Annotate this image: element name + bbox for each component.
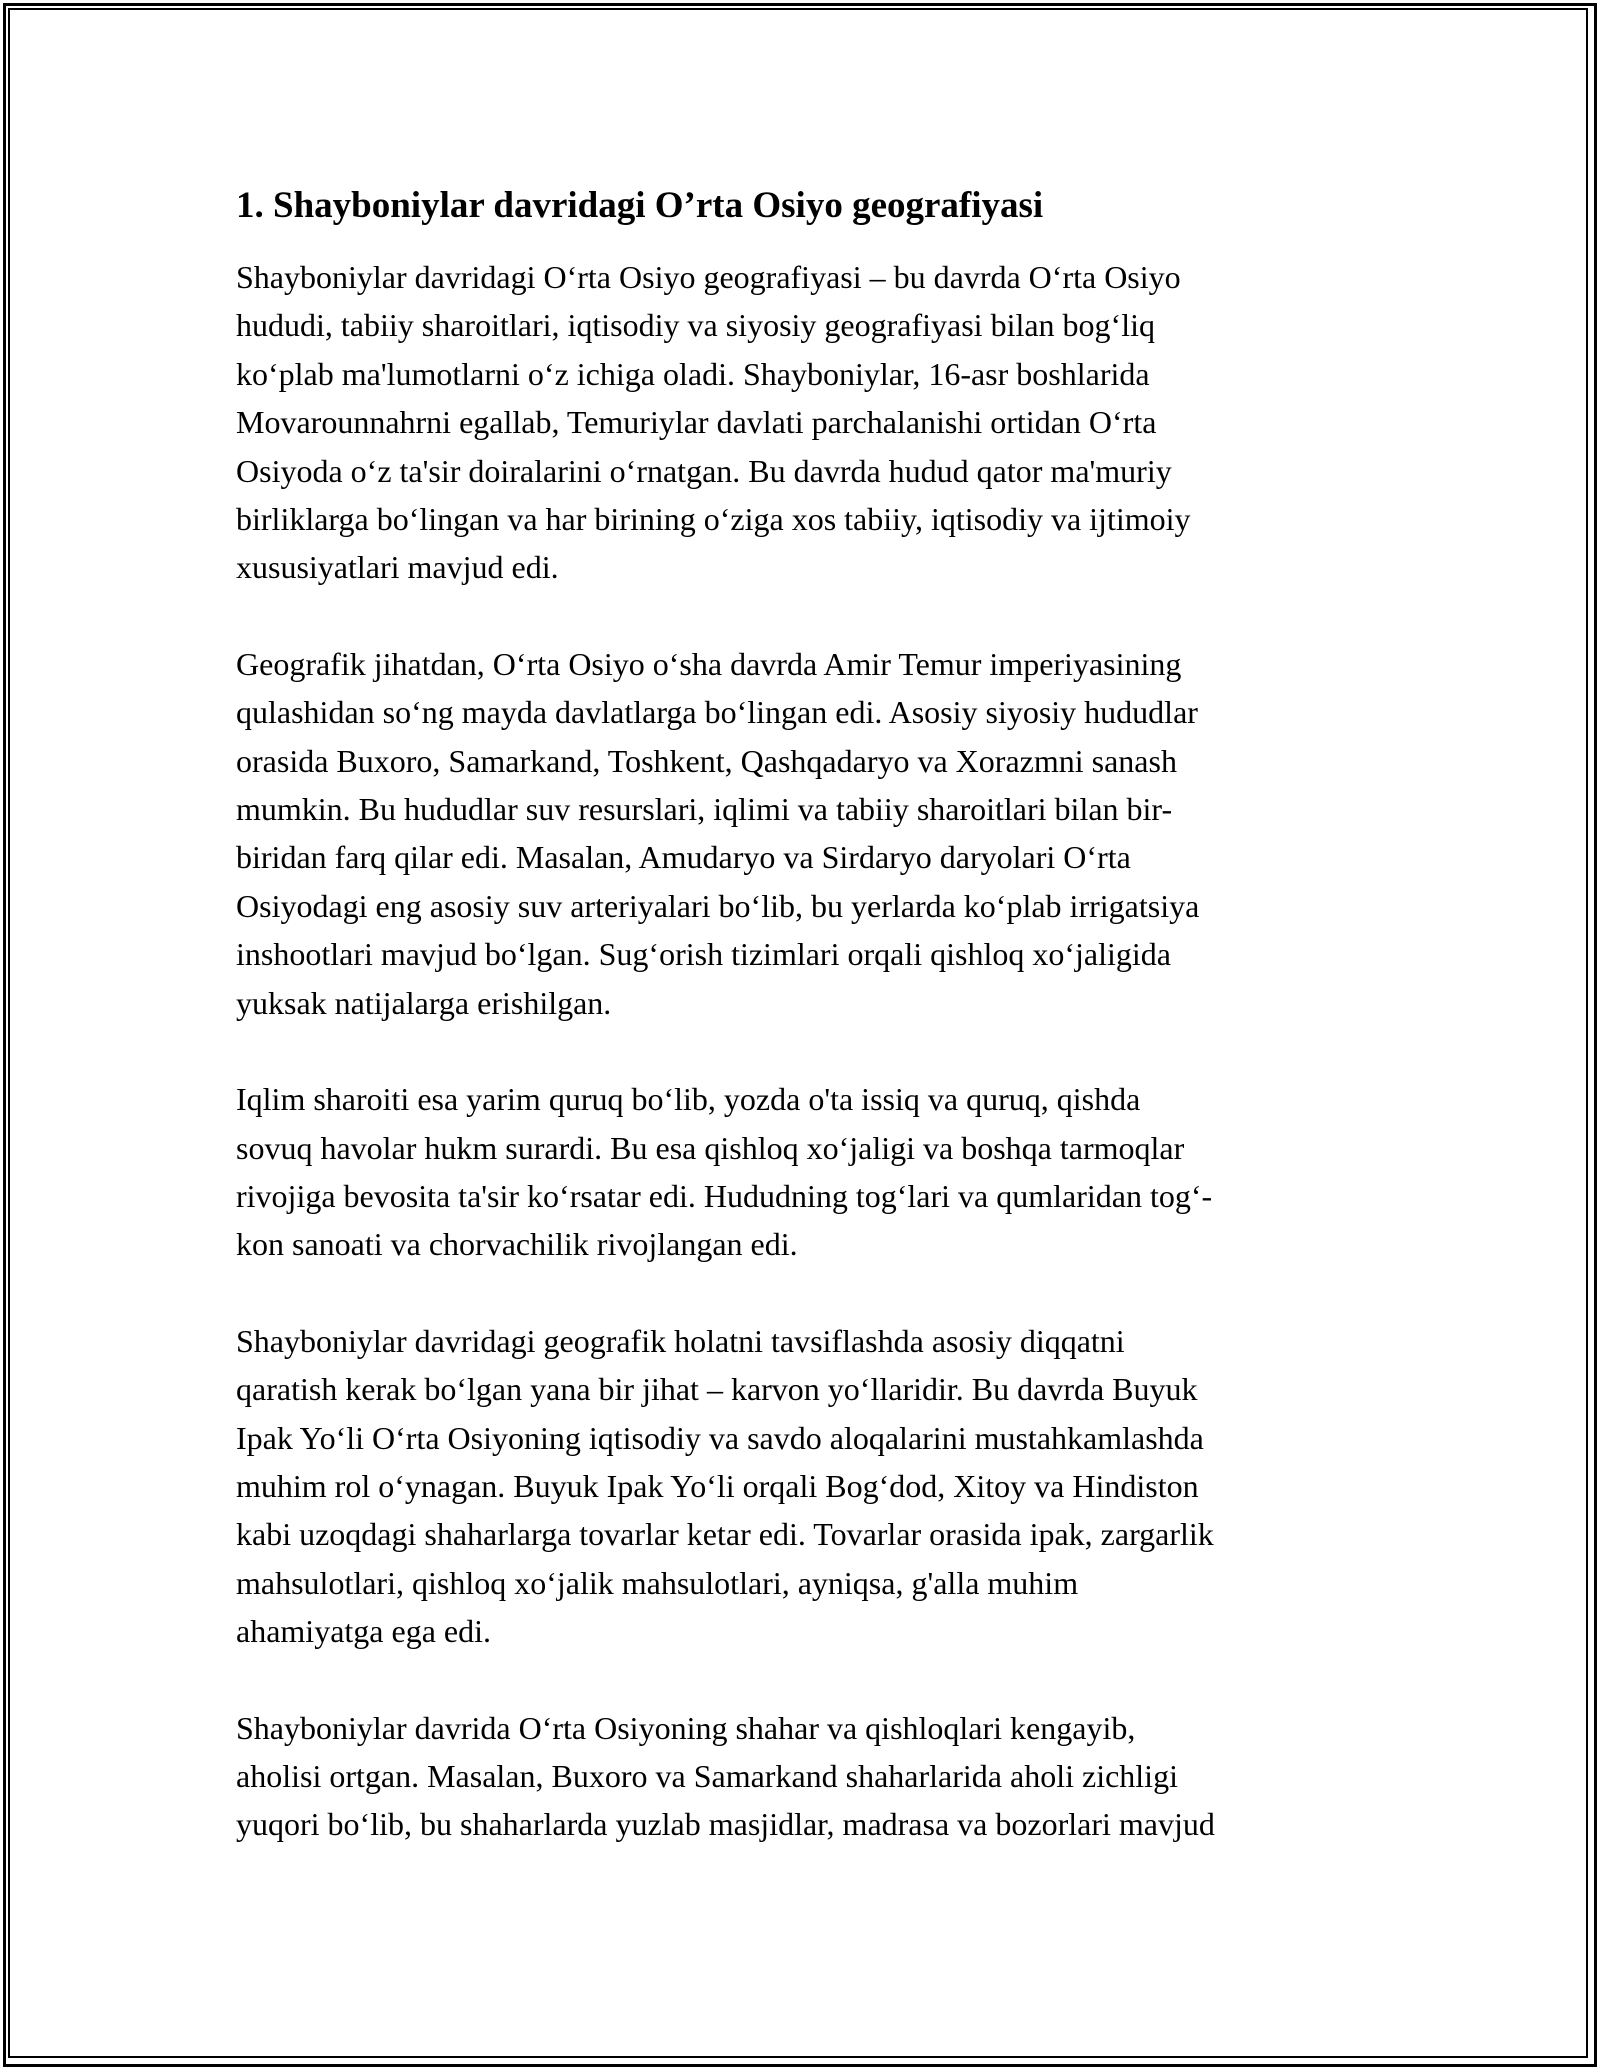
text-line: sovuq havolar hukm surardi. Bu esa qishloq xo‘jaligi va boshqa tarmoqlar <box>236 1129 1185 1166</box>
paragraph-5 <box>236 1704 1376 1849</box>
text-line: birliklarga bo‘lingan va har birining o‘ziga xos tabiiy, iqtisodiy va ijtimoiy <box>236 501 1191 538</box>
text-line: Ipak Yo‘li O‘rta Osiyoning iqtisodiy va savdo aloqalarini mustahkamlashda <box>236 1419 1204 1456</box>
text-line: qaratish kerak bo‘lgan yana bir jihat – karvon yo‘llaridir. Bu davrda Buyuk <box>236 1371 1198 1408</box>
text-line: ko‘plab ma'lumotlarni o‘z ichiga oladi. Shayboniylar, 16-asr boshlarida <box>236 355 1150 392</box>
text-line: yuqori bo‘lib, bu shaharlarda yuzlab masjidlar, madrasa va bozorlari mavjud <box>236 1806 1215 1843</box>
text-line: muhim rol o‘ynagan. Buyuk Ipak Yo‘li orqali Bog‘dod, Xitoy va Hindiston <box>236 1467 1199 1504</box>
paragraph-4 <box>236 1317 1376 1656</box>
text-line: biridan farq qilar edi. Masalan, Amudaryo va Sirdaryo daryolari O‘rta <box>236 839 1131 876</box>
text-line: mumkin. Bu hududlar suv resurslari, iqlimi va tabiiy sharoitlari bilan bir- <box>236 791 1173 828</box>
text-line: Geografik jihatdan, O‘rta Osiyo o‘sha davrda Amir Temur imperiyasining <box>236 645 1182 682</box>
text-line: Osiyoda o‘z ta'sir doiralarini o‘rnatgan. Bu davrda hudud qator ma'muriy <box>236 452 1172 489</box>
text-line: yuksak natijalarga erishilgan. <box>236 984 612 1021</box>
text-line: Movarounnahrni egallab, Temuriylar davlati parchalanishi ortidan O‘rta <box>236 404 1157 441</box>
text-line: orasida Buxoro, Samarkand, Toshkent, Qashqadaryo va Xorazmni sanash <box>236 742 1177 779</box>
text-line: mahsulotlari, qishloq xo‘jalik mahsulotlari, ayniqsa, g'alla muhim <box>236 1564 1079 1601</box>
text-line: xususiyatlari mavjud edi. <box>236 549 559 586</box>
paragraph-1 <box>236 253 1376 592</box>
text-line: kabi uzoqdagi shaharlarga tovarlar ketar edi. Tovarlar orasida ipak, zargarlik <box>236 1516 1214 1553</box>
document-body <box>236 182 1376 1897</box>
text-line: Iqlim sharoiti esa yarim quruq bo‘lib, yozda o'ta issiq va quruq, qishda <box>236 1081 1141 1118</box>
text-line: qulashidan so‘ng mayda davlatlarga bo‘lingan edi. Asosiy siyosiy hududlar <box>236 694 1198 731</box>
paragraph-2 <box>236 640 1376 1027</box>
text-line: ahamiyatga ega edi. <box>236 1613 491 1650</box>
text-line: kon sanoati va chorvachilik rivojlangan edi. <box>236 1226 798 1263</box>
section-heading: 1. Shayboniylar davridagi O’rta Osiyo geografiyasi <box>236 185 1044 226</box>
text-line: Shayboniylar davrida O‘rta Osiyoning shahar va qishloqlari kengayib, <box>236 1709 1136 1746</box>
text-line: inshootlari mavjud bo‘lgan. Sug‘orish tizimlari orqali qishloq xo‘jaligida <box>236 936 1171 973</box>
text-line: Shayboniylar davridagi geografik holatni tavsiflashda asosiy diqqatni <box>236 1322 1125 1359</box>
text-line: aholisi ortgan. Masalan, Buxoro va Samarkand shaharlarida aholi zichligi <box>236 1757 1178 1794</box>
text-line: Shayboniylar davridagi O‘rta Osiyo geografiyasi – bu davrda O‘rta Osiyo <box>236 259 1181 295</box>
text-line: rivojiga bevosita ta'sir ko‘rsatar edi. Hududning tog‘lari va qumlaridan tog‘- <box>236 1177 1213 1214</box>
text-line: Osiyodagi eng asosiy suv arteriyalari bo‘lib, bu yerlarda ko‘plab irrigatsiya <box>236 887 1200 924</box>
paragraph-3 <box>236 1075 1376 1269</box>
text-line: hududi, tabiiy sharoitlari, iqtisodiy va siyosiy geografiyasi bilan bog‘liq <box>236 307 1155 344</box>
